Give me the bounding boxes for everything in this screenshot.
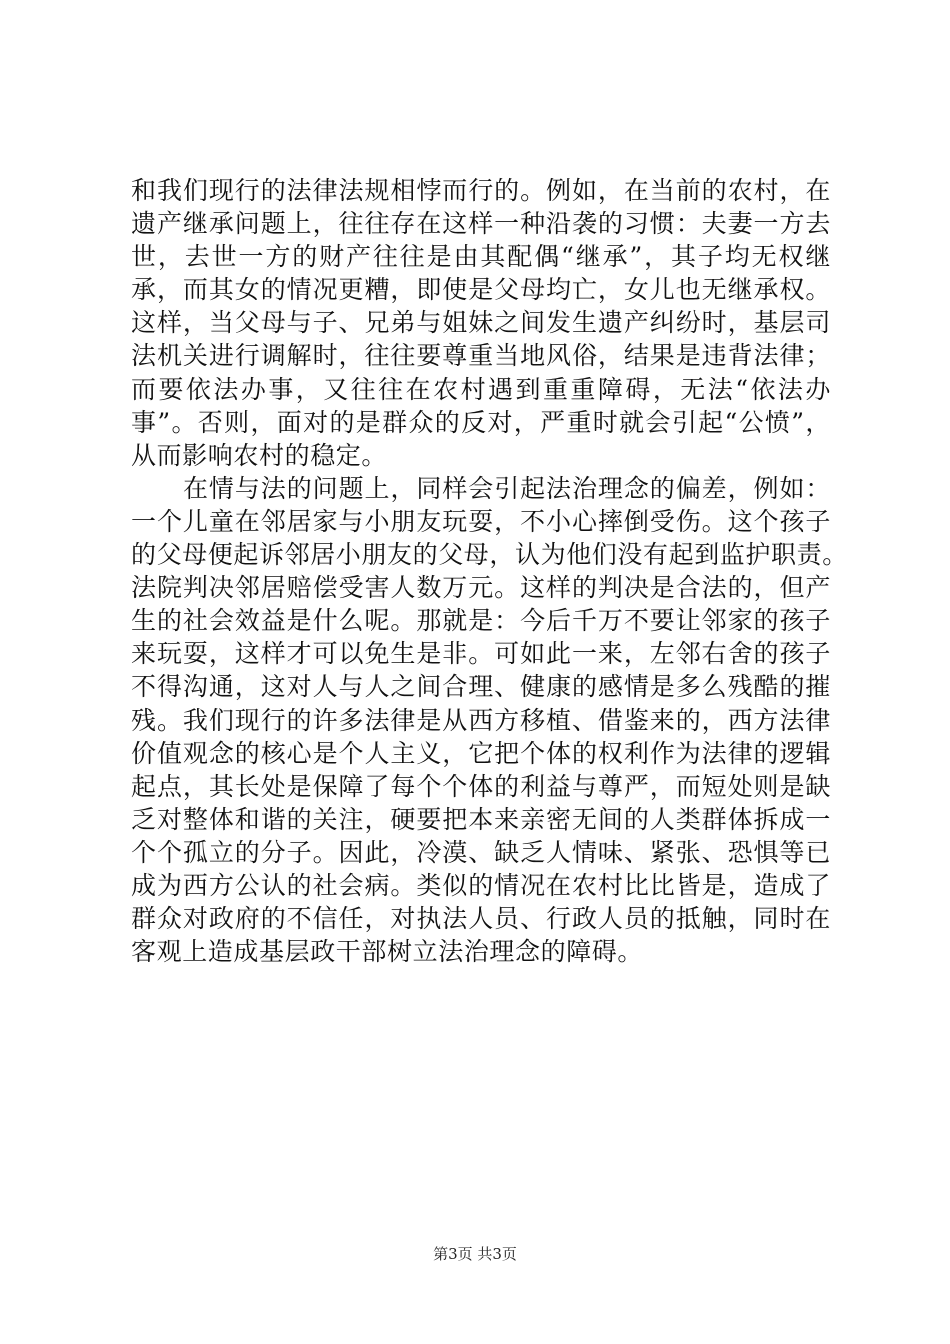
page-number-footer: 第3页 共3页 — [433, 1245, 517, 1263]
text-line: 乏对整体和谐的关注，硬要把本来亲密无间的人类群体拆成一 — [131, 804, 831, 834]
text-line: 法机关进行调解时，往往要尊重当地风俗，结果是违背法律； — [131, 341, 831, 371]
text-line: 而要依法办事，又往往在农村遇到重重障碍，无法“依法办 — [131, 374, 831, 404]
text-line: 一个儿童在邻居家与小朋友玩耍，不小心摔倒受伤。这个孩子 — [131, 506, 831, 536]
text-line: 残。我们现行的许多法律是从西方移植、借鉴来的，西方法律 — [131, 705, 831, 735]
text-line: 群众对政府的不信任，对执法人员、行政人员的抵触，同时在 — [131, 904, 831, 934]
text-line: 的父母便起诉邻居小朋友的父母，认为他们没有起到监护职责。 — [131, 540, 848, 570]
text-line: 遗产继承问题上，往往存在这样一种沿袭的习惯：夫妻一方去 — [131, 209, 831, 239]
text-line: 和我们现行的法律法规相悖而行的。例如，在当前的农村，在 — [131, 176, 831, 205]
text-line: 事”。否则，面对的是群众的反对，严重时就会引起“公愤”， — [131, 407, 831, 437]
text-line: 这样，当父母与子、兄弟与姐妹之间发生遗产纠纷时，基层司 — [131, 308, 831, 338]
text-line: 世，去世一方的财产往往是由其配偶“继承”，其子均无权继 — [131, 242, 831, 272]
text-line: 价值观念的核心是个人主义，它把个体的权利作为法律的逻辑 — [131, 738, 831, 768]
text-line: 起点，其长处是保障了每个个体的利益与尊严，而短处则是缺 — [131, 771, 831, 801]
text-line: 不得沟通，这对人与人之间合理、健康的感情是多么残酷的摧 — [131, 672, 831, 702]
text-line: 来玩耍，这样才可以免生是非。可如此一来，左邻右舍的孩子 — [131, 639, 831, 669]
text-line: 成为西方公认的社会病。类似的情况在农村比比皆是，造成了 — [131, 870, 831, 900]
paragraph-1 — [131, 174, 831, 472]
text-line: 客观上造成基层政干部树立法治理念的障碍。 — [131, 937, 644, 967]
text-line: 个个孤立的分子。因此，冷漠、缺乏人情味、紧张、恐惧等已 — [131, 837, 831, 867]
text-line: 在情与法的问题上，同样会引起法治理念的偏差，例如： — [183, 473, 831, 503]
text-line: 生的社会效益是什么呢。那就是：今后千万不要让邻家的孩子 — [131, 606, 831, 636]
text-line: 法院判决邻居赔偿受害人数万元。这样的判决是合法的，但产 — [131, 573, 831, 603]
paragraph-2 — [131, 472, 848, 968]
text-line: 承，而其女的情况更糟，即使是父母均亡，女儿也无继承权。 — [131, 275, 831, 305]
text-line: 从而影响农村的稳定。 — [131, 440, 388, 470]
body-text — [131, 174, 848, 968]
